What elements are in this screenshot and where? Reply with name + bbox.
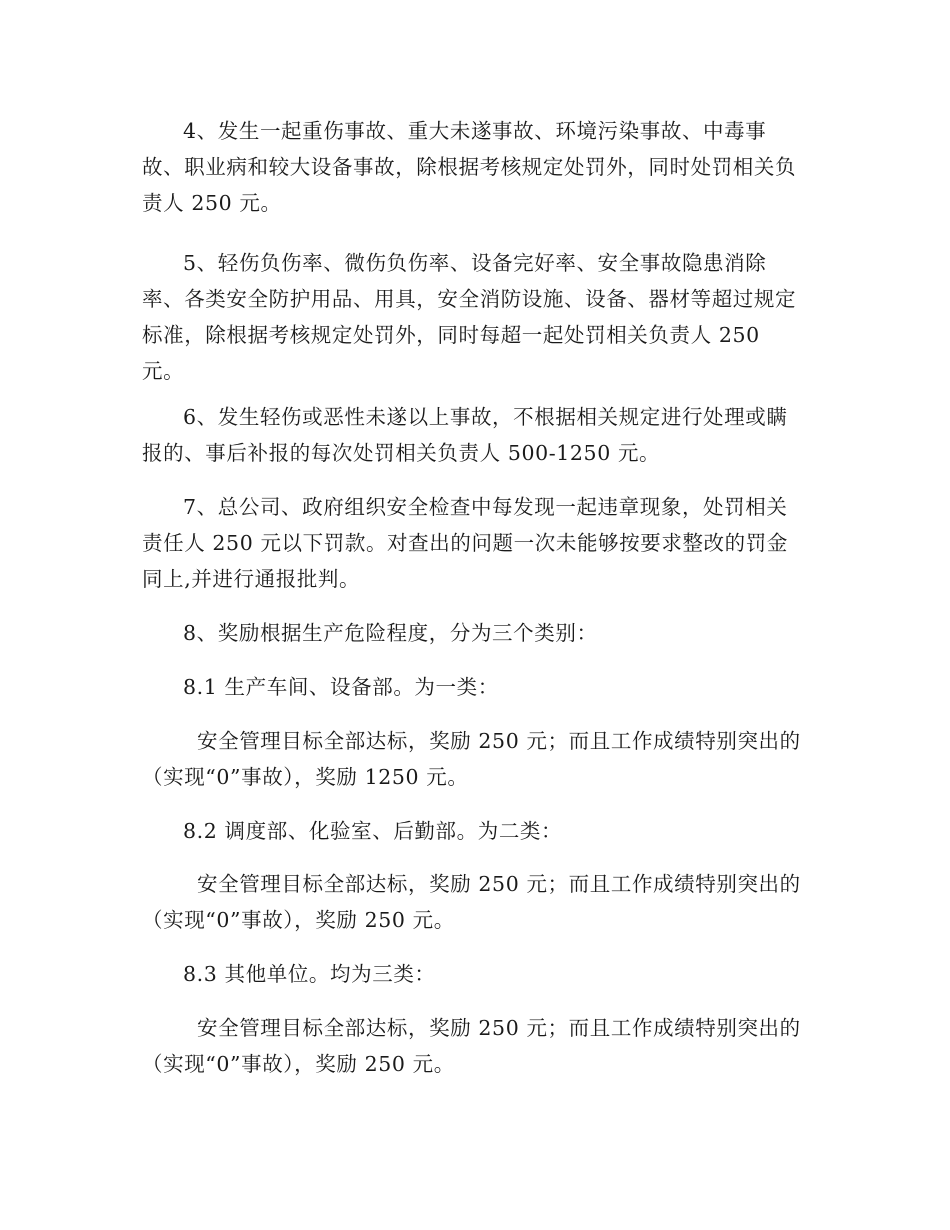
reward-text-class-1: 安全管理目标全部达标，奖励 250 元；而且工作成绩特别突出的（实现“0”事故），奖励 1250 元。 (142, 729, 801, 789)
paragraph-item-4: 4、发生一起重伤事故、重大未遂事故、环境污染事故、中毒事故、职业病和较大设备事故，除根据考核规定处罚外，同时处罚相关负责人 250 元。 (142, 119, 797, 215)
paragraph-item-6: 6、发生轻伤或恶性未遂以上事故，不根据相关规定进行处理或瞒报的、事后补报的每次处罚相关负责人 500-1250 元。 (142, 405, 788, 465)
subheading-8-2: 8.2 调度部、化验室、后勤部。为二类： (183, 819, 563, 843)
subheading-8-3: 8.3 其他单位。均为三类： (183, 962, 436, 986)
paragraph-item-5: 5、轻伤负伤率、微伤负伤率、设备完好率、安全事故隐患消除率、各类安全防护用品、用具，安全消防设施、设备、器材等超过规定标准，除根据考核规定处罚外，同时每超一起处罚相关负责人 250 元。 (142, 251, 797, 383)
paragraph-item-8: 8、奖励根据生产危险程度，分为三个类别： (183, 621, 598, 645)
paragraph-item-7: 7、总公司、政府组织安全检查中每发现一起违章现象，处罚相关责任人 250 元以下罚款。对查出的问题一次未能够按要求整改的罚金同上,并进行通报批判。 (142, 495, 788, 591)
subheading-8-1: 8.1 生产车间、设备部。为一类： (183, 675, 499, 699)
reward-text-class-3: 安全管理目标全部达标，奖励 250 元；而且工作成绩特别突出的（实现“0”事故），奖励 250 元。 (142, 1016, 801, 1076)
reward-text-class-2: 安全管理目标全部达标，奖励 250 元；而且工作成绩特别突出的（实现“0”事故），奖励 250 元。 (142, 872, 801, 932)
